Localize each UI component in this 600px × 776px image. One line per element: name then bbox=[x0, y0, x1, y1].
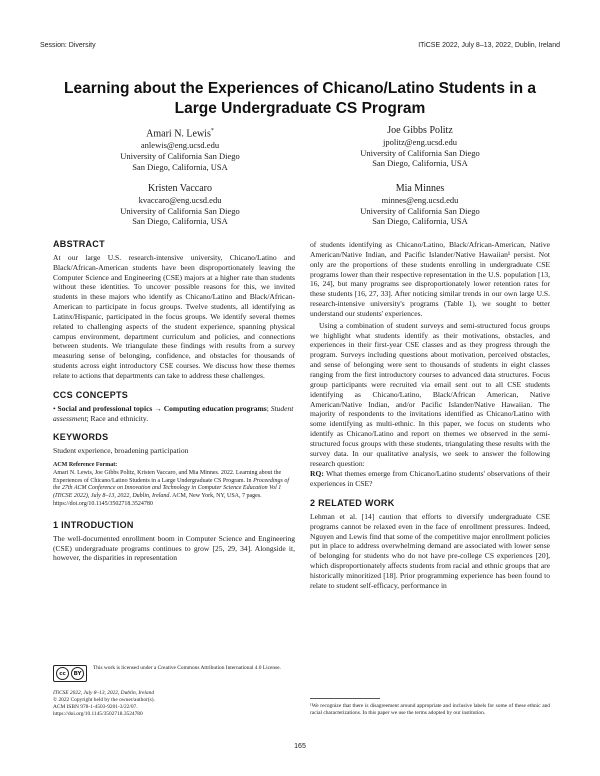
abstract-text: At our large U.S. research-intensive university, Chicano/Latino and Black/African-American students have been disproportionately leaving the Computer Science and Engineering (CSE) majors at a higher rate than students without these identities. To uncover possible reasons for this, we invited students in these majors who identify as Chicano/Latino and Black/African-American to participate in focus groups. Twelve students, all identifying as Latinx/Hispanic, participated in the focus groups. We identify several themes related to challenging aspects of the student experience, spanning physical campus environment, department curriculum and policies, and connections between students. We triangulate these findings with results from a survey measuring sense of belonging, confidence, and obstacles for thousands of students across eight introductory CSE courses. We discuss how these themes relate to actions that departments can take to address these challenges. bbox=[53, 252, 295, 380]
related-work-text: Lehman et al. [14] caution that efforts to diversify undergraduate CSE programs cannot be relaxed even in the face of enrollment pressures. Indeed, Nguyen and Lewis find that some of the competitive major enrollment policies put in place to address overwhelming demand are associated with lower sense of belonging for students who do not have pre-college CS experiences [20], which disproportionately affects students from racial and ethnic groups that are historically minoritized [18]. Prior programming experience has been found to relate to student self-efficacy, performance in bbox=[310, 511, 550, 590]
author-affiliation: University of California San Diego bbox=[360, 205, 480, 216]
author-email: jpolitz@eng.ucsd.edu bbox=[383, 137, 457, 147]
related-work-heading: 2 RELATED WORK bbox=[310, 498, 395, 509]
keywords-heading: KEYWORDS bbox=[53, 432, 109, 443]
author-affiliation: University of California San Diego bbox=[360, 147, 480, 158]
author-location: San Diego, California, USA bbox=[372, 158, 468, 169]
title-line-2: Large Undergraduate CS Program bbox=[174, 100, 426, 117]
author-name: Amari N. Lewis bbox=[146, 128, 211, 140]
ccs-bold: Social and professional topics → Computing education programs bbox=[57, 403, 267, 413]
paper-title bbox=[40, 79, 560, 119]
intro-paragraph-2: Using a combination of student surveys and semi-structured focus groups we highlight what students identify as their motivations, obstacles, and experiences in their first-year CSE classes and as they progress through the program. Surveys including questions about motivation, perceived obstacles, and sense of belonging were sent to thousands of students in eight classes ranging from the first introductory courses to advanced data structures. Focus group participants were recruited via email sent out to all CSE students identifying as Chicano/Latino, Black/African American, Native American/Native Indian, and/or Pacific Islander/Native Hawaiian. The majority of respondents to the invitations identified as Chicano/Latino with some identifying as multi-ethnic. In this paper, we focus on students who identify as Chicano/Latino and report on themes we observed in the semi-structured focus groups with these students, triangulating these results with the survey data. In our qualitative analysis, we seek to answer the following research question: bbox=[310, 320, 550, 468]
publication-info bbox=[53, 690, 295, 718]
author-block bbox=[60, 183, 300, 227]
intro-heading: 1 INTRODUCTION bbox=[53, 519, 134, 530]
author-location: San Diego, California, USA bbox=[132, 161, 228, 172]
pub-copyright: © 2022 Copyright held by the owner/author(s). bbox=[53, 696, 155, 703]
ccs-text: • Social and professional topics → Computing education programs; Student assessment; Race and ethnicity. bbox=[53, 403, 294, 423]
intro-continued: of students identifying as Chicano/Latino, Black/African-American, Native American/Native Indian, and Pacific Islander/Native Hawaiian¹ persist. Not only are the proportions of these students enrolling in undergraduate CSE programs lower than their respective representation in the U.S. population [13, 16, 24], but many programs see disproportionately lower retention rates for these students [16, 27, 33]. After noticing similar trends in our own large U.S. research-intensive university's programs (Table 1), we sought to better understand our students' experiences. bbox=[310, 240, 550, 318]
license-text: This work is licensed under a Creative Commons Attribution International 4.0 License. bbox=[93, 665, 281, 671]
ccs-italic: Student assessment bbox=[53, 403, 294, 423]
acm-reference bbox=[53, 462, 295, 509]
pub-venue: ITiCSE 2022, July 8–13, 2022, Dublin, Ireland bbox=[53, 690, 155, 696]
cc-icon: cc bbox=[56, 667, 69, 680]
pub-doi: https://doi.org/10.1145/3502718.3524780 bbox=[53, 710, 143, 717]
keywords-text: Student experience, broadening participation bbox=[53, 446, 189, 456]
right-column bbox=[310, 240, 550, 591]
author-name: Mia Minnes bbox=[395, 183, 445, 194]
rq-text: What themes emerge from Chicano/Latino students' observations of their experiences in CSE? bbox=[310, 469, 550, 489]
author-affiliation: University of California San Diego bbox=[120, 150, 240, 161]
footnote: ¹We recognize that there is disagreement around appropriate and inclusive labels for some of these ethnic and racial characterizations. In this paper we use the terms adopted by our institution. bbox=[310, 703, 550, 716]
running-header-right: ITiCSE 2022, July 8–13, 2022, Dublin, Ireland bbox=[418, 42, 560, 49]
pub-isbn: ACM ISBN 978-1-4503-9201-3/22/07. bbox=[53, 703, 138, 710]
running-header-left: Session: Diversity bbox=[40, 42, 96, 49]
acm-reference-venue: Proceedings of the 27th ACM Conference on Innovation and Technology in Computer Science Education Vol 1 (ITiCSE 2022), July 8–13, 2022, Dublin, Ireland bbox=[53, 477, 289, 500]
acm-reference-body bbox=[53, 470, 295, 509]
author-name: Kristen Vaccaro bbox=[148, 183, 212, 194]
ccs-heading: CCS CONCEPTS bbox=[53, 389, 129, 400]
left-column bbox=[53, 240, 295, 563]
ccs-rest: ; Race and ethnicity. bbox=[86, 413, 149, 423]
author-block bbox=[60, 125, 300, 172]
footnote-rule bbox=[310, 698, 380, 699]
abstract-heading: ABSTRACT bbox=[53, 239, 105, 249]
rq-label: RQ: bbox=[310, 469, 324, 479]
page-number: 165 bbox=[294, 743, 306, 750]
title-line-1: Learning about the Experiences of Chicano/Latino Students in a bbox=[64, 80, 536, 97]
author-location: San Diego, California, USA bbox=[372, 216, 468, 227]
author-mark: * bbox=[210, 128, 214, 134]
author-email: minnes@eng.ucsd.edu bbox=[381, 195, 459, 205]
author-email: kvaccaro@eng.ucsd.edu bbox=[138, 195, 222, 205]
cc-by-badge bbox=[53, 665, 87, 682]
author-location: San Diego, California, USA bbox=[132, 216, 228, 227]
acm-reference-doi: . ACM, New York, NY, USA, 7 pages. https://doi.org/10.1145/3502718.3524780 bbox=[53, 493, 262, 508]
author-affiliation: University of California San Diego bbox=[120, 205, 240, 216]
by-icon: BY bbox=[71, 667, 84, 680]
intro-text: The well-documented enrollment boom in Computer Science and Engineering (CSE) undergraduate programs continues to grow [25, 29, 34]. Alongside it, however, the disparities in representation bbox=[53, 533, 295, 563]
author-name: Joe Gibbs Politz bbox=[387, 125, 453, 136]
acm-reference-heading: ACM Reference Format: bbox=[53, 462, 118, 469]
acm-reference-text: Amari N. Lewis, Joe Gibbs Politz, Kristen Vaccaro, and Mia Minnes. 2022. Learning about the Experiences of Chicano/Latino Students in a Large Undergraduate CS Program. In bbox=[53, 469, 282, 484]
author-block bbox=[300, 125, 540, 169]
author-block bbox=[300, 183, 540, 227]
ccs-bullet: • bbox=[53, 403, 58, 413]
author-email: anlewis@eng.ucsd.edu bbox=[140, 140, 220, 151]
research-question bbox=[310, 469, 550, 489]
